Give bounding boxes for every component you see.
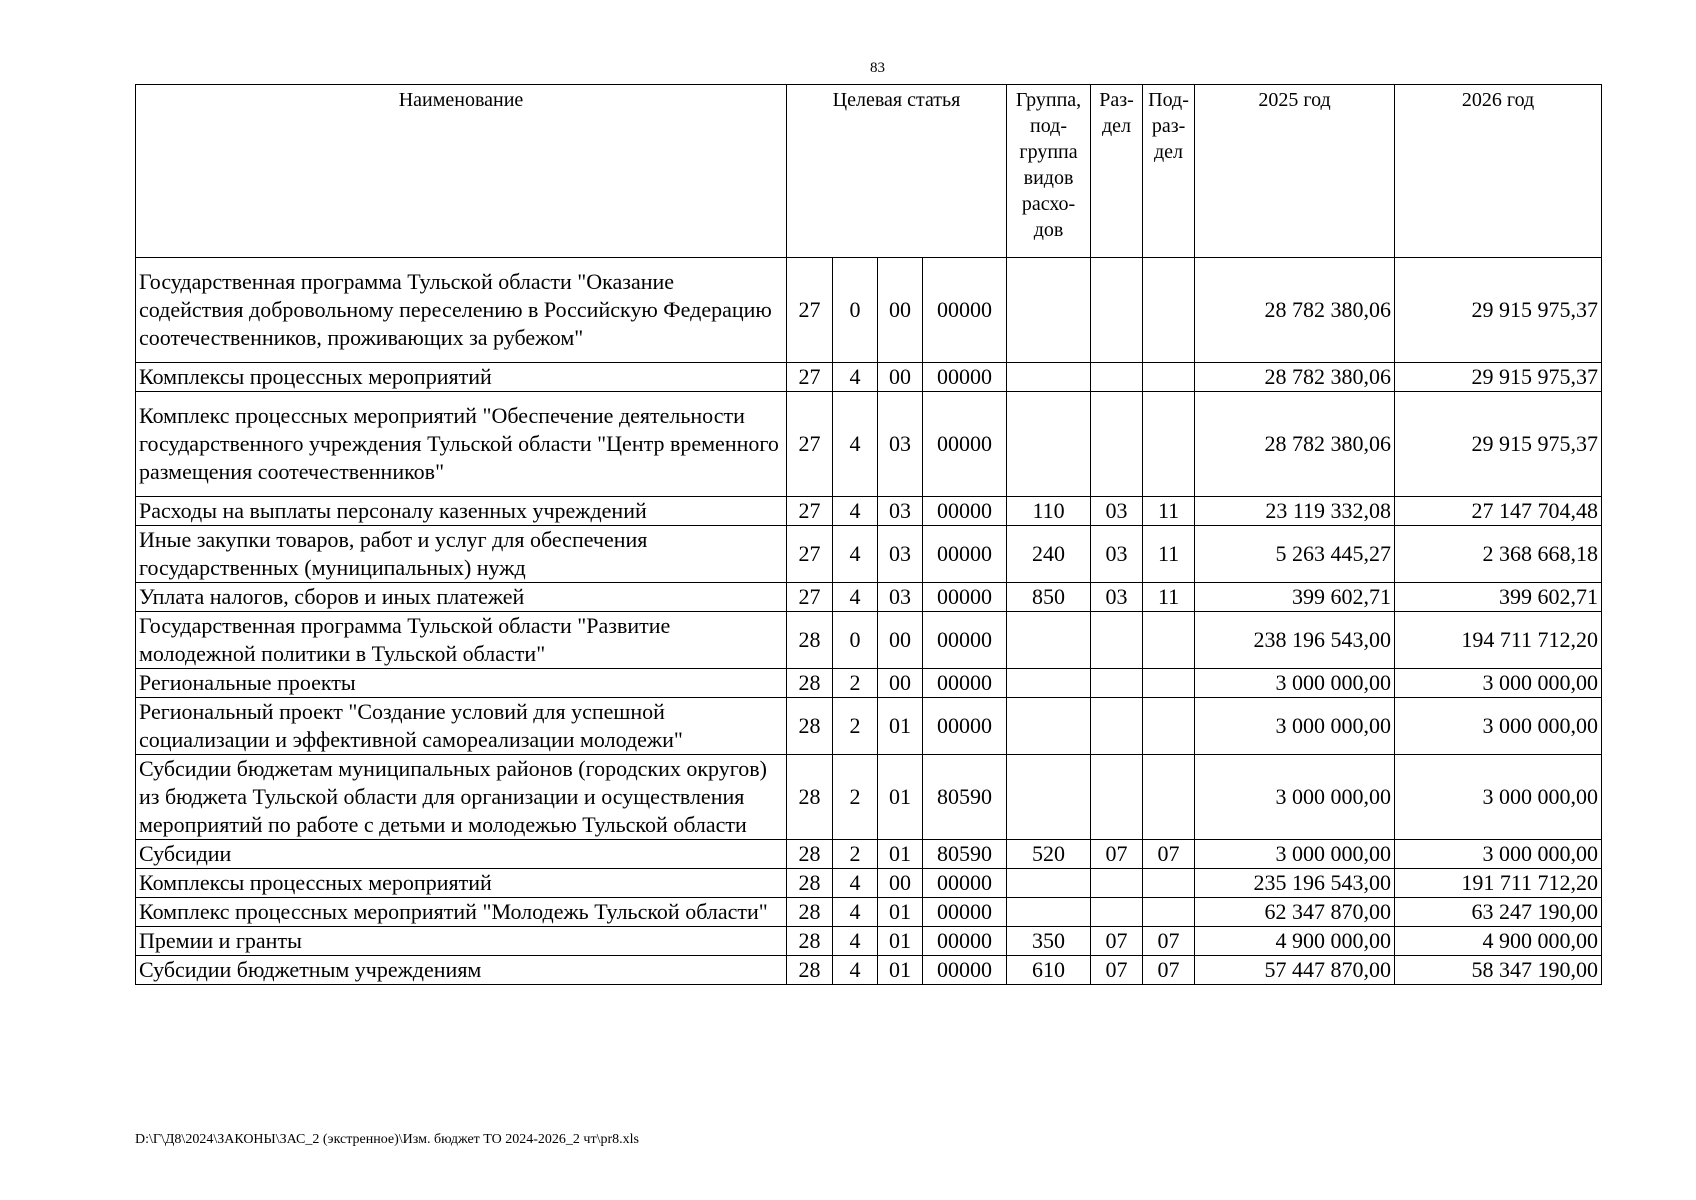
target-code-2-cell: 4 (833, 392, 878, 497)
table-row (136, 840, 1602, 869)
amount-2026-cell: 29 915 975,37 (1395, 258, 1602, 363)
row-name-cell: Комплекс процессных мероприятий "Обеспечение деятельности государственного учреждения Тульской области "Центр временного размещения соотечественников" (136, 392, 787, 497)
section-cell (1091, 612, 1143, 669)
amount-2026-cell: 58 347 190,00 (1395, 956, 1602, 985)
row-name-cell: Расходы на выплаты персоналу казенных учреждений (136, 497, 787, 526)
subsection-cell (1143, 258, 1195, 363)
amount-2025-cell: 4 900 000,00 (1195, 927, 1395, 956)
amount-2026-cell: 29 915 975,37 (1395, 363, 1602, 392)
subsection-cell (1143, 898, 1195, 927)
table-row (136, 392, 1602, 497)
target-code-3-cell: 00 (878, 258, 923, 363)
subsection-cell (1143, 363, 1195, 392)
section-cell (1091, 698, 1143, 755)
target-code-2-cell: 4 (833, 927, 878, 956)
target-code-1-cell: 27 (787, 526, 833, 583)
expense-group-cell (1007, 898, 1091, 927)
amount-2026-cell: 194 711 712,20 (1395, 612, 1602, 669)
amount-2026-cell: 63 247 190,00 (1395, 898, 1602, 927)
subsection-cell: 07 (1143, 956, 1195, 985)
target-code-3-cell: 01 (878, 927, 923, 956)
amount-2025-cell: 3 000 000,00 (1195, 755, 1395, 840)
target-code-3-cell: 03 (878, 583, 923, 612)
target-code-1-cell: 28 (787, 956, 833, 985)
subsection-cell: 07 (1143, 840, 1195, 869)
section-cell (1091, 669, 1143, 698)
target-code-1-cell: 28 (787, 869, 833, 898)
row-name-cell: Государственная программа Тульской области "Развитие молодежной политики в Тульской области" (136, 612, 787, 669)
row-name-cell: Иные закупки товаров, работ и услуг для обеспечения государственных (муниципальных) нужд (136, 526, 787, 583)
target-code-4-cell: 00000 (923, 698, 1007, 755)
table-row (136, 526, 1602, 583)
target-code-1-cell: 28 (787, 898, 833, 927)
section-cell: 07 (1091, 956, 1143, 985)
subsection-cell (1143, 869, 1195, 898)
target-code-4-cell: 00000 (923, 869, 1007, 898)
target-code-4-cell: 80590 (923, 755, 1007, 840)
subsection-cell: 07 (1143, 927, 1195, 956)
subsection-cell (1143, 755, 1195, 840)
expense-group-cell (1007, 612, 1091, 669)
amount-2025-cell: 28 782 380,06 (1195, 392, 1395, 497)
expense-group-cell: 240 (1007, 526, 1091, 583)
budget-table (135, 84, 1602, 985)
target-code-2-cell: 2 (833, 669, 878, 698)
expense-group-cell: 350 (1007, 927, 1091, 956)
target-code-3-cell: 01 (878, 956, 923, 985)
row-name-cell: Региональные проекты (136, 669, 787, 698)
target-code-4-cell: 80590 (923, 840, 1007, 869)
target-code-3-cell: 03 (878, 497, 923, 526)
target-code-4-cell: 00000 (923, 583, 1007, 612)
target-code-2-cell: 4 (833, 526, 878, 583)
target-code-2-cell: 4 (833, 869, 878, 898)
target-code-2-cell: 4 (833, 363, 878, 392)
amount-2026-cell: 3 000 000,00 (1395, 755, 1602, 840)
target-code-1-cell: 28 (787, 698, 833, 755)
table-row (136, 898, 1602, 927)
target-code-2-cell: 4 (833, 497, 878, 526)
target-code-1-cell: 27 (787, 392, 833, 497)
target-code-1-cell: 28 (787, 612, 833, 669)
amount-2025-cell: 3 000 000,00 (1195, 669, 1395, 698)
table-row (136, 669, 1602, 698)
expense-group-cell (1007, 669, 1091, 698)
amount-2025-cell: 23 119 332,08 (1195, 497, 1395, 526)
row-name-cell: Премии и гранты (136, 927, 787, 956)
subsection-cell (1143, 698, 1195, 755)
target-code-4-cell: 00000 (923, 497, 1007, 526)
expense-group-cell (1007, 698, 1091, 755)
table-row (136, 258, 1602, 363)
amount-2025-cell: 5 263 445,27 (1195, 526, 1395, 583)
footer-file-path: D:\Г\Д8\2024\ЗАКОНЫ\ЗАС_2 (экстренное)\Изм. бюджет ТО 2024-2026_2 чт\pr8.xls (135, 1132, 639, 1147)
section-cell: 03 (1091, 526, 1143, 583)
target-code-1-cell: 27 (787, 363, 833, 392)
table-row (136, 612, 1602, 669)
target-code-1-cell: 27 (787, 497, 833, 526)
row-name-cell: Субсидии (136, 840, 787, 869)
target-code-2-cell: 4 (833, 956, 878, 985)
expense-group-cell: 850 (1007, 583, 1091, 612)
amount-2026-cell: 3 000 000,00 (1395, 840, 1602, 869)
table-row (136, 869, 1602, 898)
row-name-cell: Комплекс процессных мероприятий "Молодежь Тульской области" (136, 898, 787, 927)
target-code-1-cell: 28 (787, 669, 833, 698)
section-cell (1091, 392, 1143, 497)
table-row (136, 497, 1602, 526)
expense-group-cell: 110 (1007, 497, 1091, 526)
amount-2026-cell: 191 711 712,20 (1395, 869, 1602, 898)
header-name: Наименование (136, 85, 787, 258)
amount-2025-cell: 399 602,71 (1195, 583, 1395, 612)
target-code-3-cell: 03 (878, 392, 923, 497)
row-name-cell: Комплексы процессных мероприятий (136, 869, 787, 898)
target-code-2-cell: 2 (833, 840, 878, 869)
amount-2026-cell: 29 915 975,37 (1395, 392, 1602, 497)
amount-2025-cell: 3 000 000,00 (1195, 840, 1395, 869)
target-code-3-cell: 00 (878, 669, 923, 698)
row-name-cell: Государственная программа Тульской области "Оказание содействия добровольному переселению в Российскую Федерацию соотечественников, проживающих за рубежом" (136, 258, 787, 363)
target-code-2-cell: 0 (833, 612, 878, 669)
header-year-2025: 2025 год (1195, 85, 1395, 258)
target-code-1-cell: 28 (787, 755, 833, 840)
target-code-4-cell: 00000 (923, 612, 1007, 669)
section-cell: 03 (1091, 583, 1143, 612)
expense-group-cell (1007, 755, 1091, 840)
target-code-1-cell: 27 (787, 583, 833, 612)
subsection-cell: 11 (1143, 583, 1195, 612)
amount-2025-cell: 28 782 380,06 (1195, 363, 1395, 392)
target-code-4-cell: 00000 (923, 392, 1007, 497)
section-cell: 07 (1091, 927, 1143, 956)
table-row (136, 363, 1602, 392)
section-cell (1091, 869, 1143, 898)
target-code-1-cell: 28 (787, 840, 833, 869)
section-cell (1091, 755, 1143, 840)
target-code-4-cell: 00000 (923, 927, 1007, 956)
target-code-2-cell: 2 (833, 698, 878, 755)
target-code-4-cell: 00000 (923, 956, 1007, 985)
table-row (136, 698, 1602, 755)
amount-2026-cell: 3 000 000,00 (1395, 698, 1602, 755)
target-code-3-cell: 01 (878, 755, 923, 840)
expense-group-cell: 520 (1007, 840, 1091, 869)
section-cell: 07 (1091, 840, 1143, 869)
target-code-3-cell: 00 (878, 869, 923, 898)
target-code-1-cell: 28 (787, 927, 833, 956)
subsection-cell: 11 (1143, 526, 1195, 583)
subsection-cell (1143, 392, 1195, 497)
section-cell (1091, 258, 1143, 363)
amount-2026-cell: 399 602,71 (1395, 583, 1602, 612)
row-name-cell: Субсидии бюджетным учреждениям (136, 956, 787, 985)
target-code-2-cell: 2 (833, 755, 878, 840)
subsection-cell (1143, 669, 1195, 698)
section-cell (1091, 898, 1143, 927)
table-header-row (136, 85, 1602, 258)
amount-2025-cell: 62 347 870,00 (1195, 898, 1395, 927)
subsection-cell (1143, 612, 1195, 669)
row-name-cell: Комплексы процессных мероприятий (136, 363, 787, 392)
target-code-3-cell: 01 (878, 698, 923, 755)
target-code-3-cell: 01 (878, 840, 923, 869)
row-name-cell: Региональный проект "Создание условий для успешной социализации и эффективной самореализации молодежи" (136, 698, 787, 755)
amount-2026-cell: 27 147 704,48 (1395, 497, 1602, 526)
target-code-2-cell: 4 (833, 583, 878, 612)
amount-2026-cell: 3 000 000,00 (1395, 669, 1602, 698)
target-code-3-cell: 00 (878, 363, 923, 392)
target-code-3-cell: 01 (878, 898, 923, 927)
section-cell (1091, 363, 1143, 392)
expense-group-cell: 610 (1007, 956, 1091, 985)
target-code-3-cell: 00 (878, 612, 923, 669)
row-name-cell: Субсидии бюджетам муниципальных районов (городских округов) из бюджета Тульской области для организации и осуществления мероприятий по работе с детьми и молодежью Тульской области (136, 755, 787, 840)
target-code-4-cell: 00000 (923, 526, 1007, 583)
amount-2026-cell: 4 900 000,00 (1395, 927, 1602, 956)
target-code-2-cell: 4 (833, 898, 878, 927)
target-code-3-cell: 03 (878, 526, 923, 583)
subsection-cell: 11 (1143, 497, 1195, 526)
expense-group-cell (1007, 869, 1091, 898)
target-code-4-cell: 00000 (923, 898, 1007, 927)
page-number: 83 (870, 60, 885, 76)
header-target-article: Целевая статья (787, 85, 1007, 258)
header-subsection: Под-раз-дел (1143, 85, 1195, 258)
section-cell: 03 (1091, 497, 1143, 526)
expense-group-cell (1007, 258, 1091, 363)
target-code-2-cell: 0 (833, 258, 878, 363)
table-row (136, 583, 1602, 612)
table-row (136, 956, 1602, 985)
amount-2025-cell: 57 447 870,00 (1195, 956, 1395, 985)
target-code-4-cell: 00000 (923, 669, 1007, 698)
header-expense-group: Группа, под-группа видов расхо-дов (1007, 85, 1091, 258)
target-code-1-cell: 27 (787, 258, 833, 363)
amount-2025-cell: 235 196 543,00 (1195, 869, 1395, 898)
amount-2025-cell: 28 782 380,06 (1195, 258, 1395, 363)
amount-2025-cell: 238 196 543,00 (1195, 612, 1395, 669)
table-row (136, 755, 1602, 840)
amount-2026-cell: 2 368 668,18 (1395, 526, 1602, 583)
expense-group-cell (1007, 363, 1091, 392)
target-code-4-cell: 00000 (923, 258, 1007, 363)
header-section: Раз-дел (1091, 85, 1143, 258)
row-name-cell: Уплата налогов, сборов и иных платежей (136, 583, 787, 612)
amount-2025-cell: 3 000 000,00 (1195, 698, 1395, 755)
table-row (136, 927, 1602, 956)
header-year-2026: 2026 год (1395, 85, 1602, 258)
target-code-4-cell: 00000 (923, 363, 1007, 392)
expense-group-cell (1007, 392, 1091, 497)
